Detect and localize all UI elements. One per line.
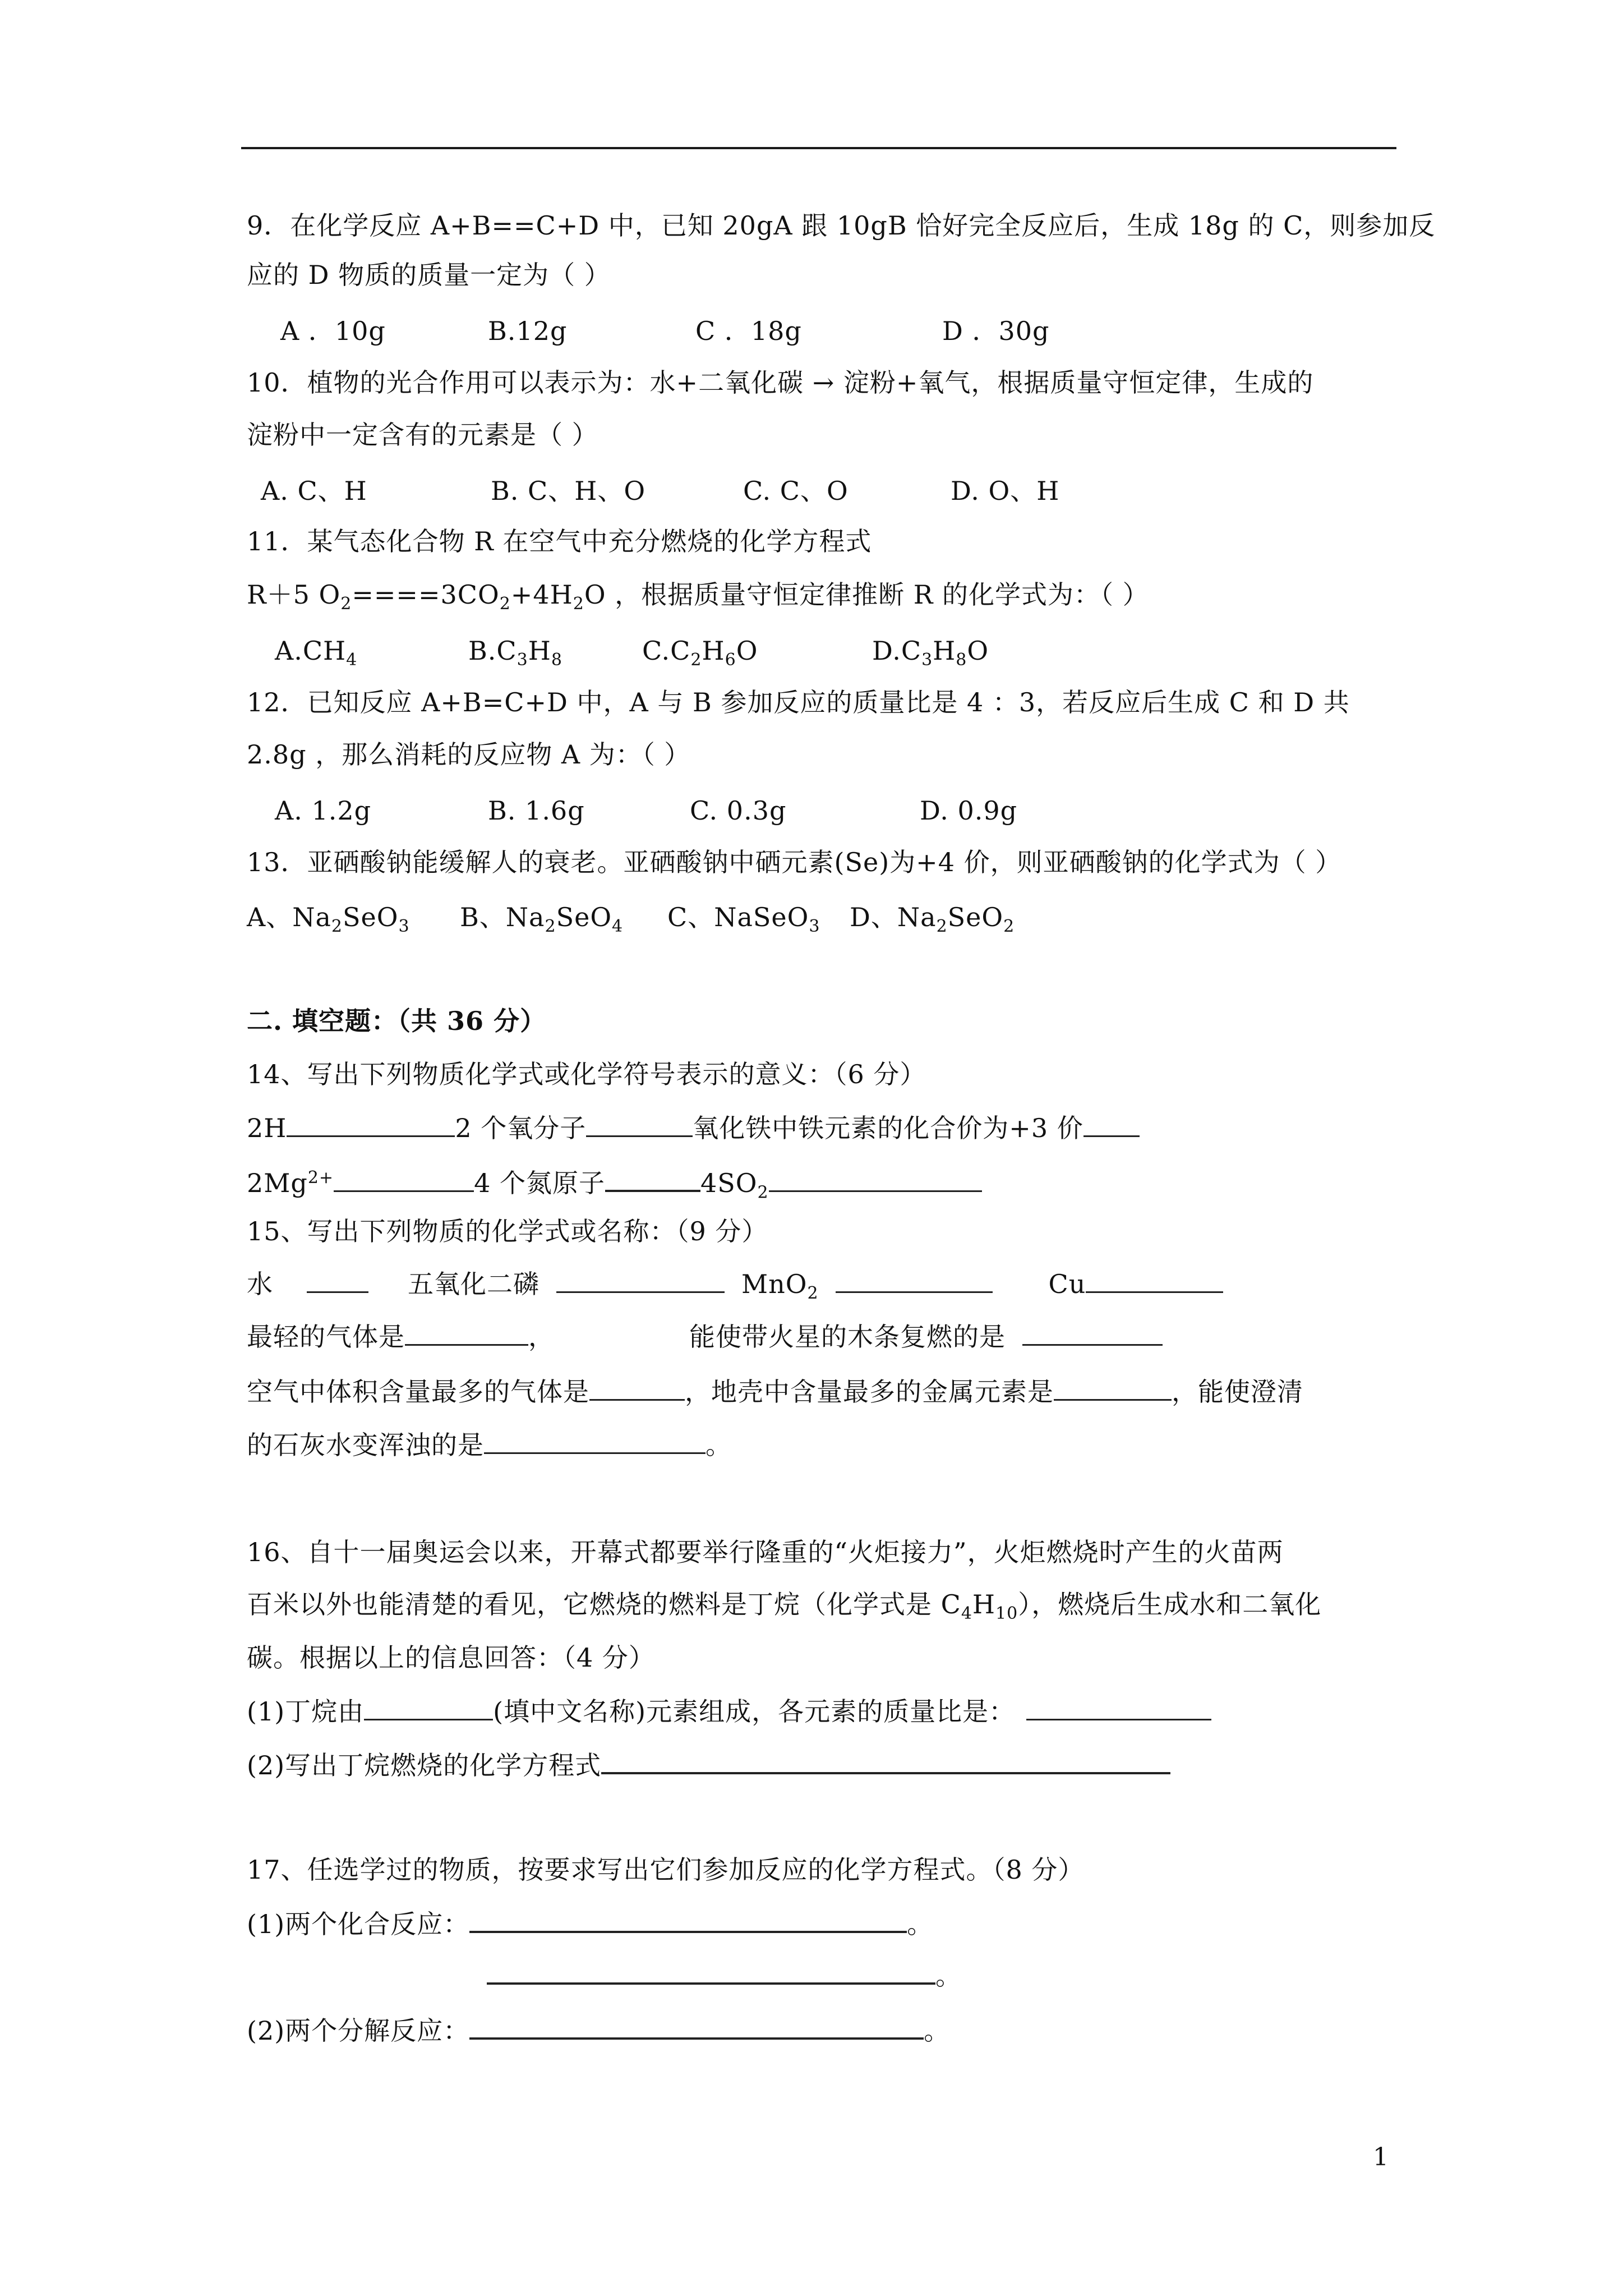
q11-eq-middle: ====3CO — [352, 579, 500, 610]
q10-option-c: C. C、O — [743, 476, 849, 506]
q15-r2c: 能使带火星的木条复燃的是 — [689, 1322, 1006, 1352]
q10-option-a: A. C、H — [261, 476, 367, 506]
q10-line1: 10．植物的光合作用可以表示为：水+二氧化碳 → 淀粉+氧气，根据质量守恒定律，生成的 — [247, 367, 1314, 398]
q14-r2a: 2Mg — [247, 1168, 308, 1199]
q17-part1 — [247, 1906, 933, 1941]
q16-p1b: (填中文名称)元素组成，各元素的质量比是： — [493, 1696, 1016, 1727]
q9-options — [280, 314, 1049, 348]
section2-title: 二. 填空题：（共 36 分） — [247, 1006, 547, 1036]
q17-blank-2[interactable] — [487, 1958, 935, 1985]
q15-row2 — [247, 1319, 1163, 1354]
q12-option-d: D. 0.9g — [920, 795, 1018, 826]
q16-part1 — [247, 1694, 1211, 1728]
q15-r4b: 。 — [706, 1430, 732, 1460]
q15-blank-7[interactable] — [589, 1374, 685, 1401]
q15-row1: 水 五氧化二磷 MnO$_2$ Cu — [247, 1267, 1223, 1310]
q13-options — [247, 900, 1015, 944]
q11-eq-mid2: +4H — [510, 579, 573, 610]
q15-line1: 15、写出下列物质的化学式或名称：（9 分） — [247, 1216, 768, 1246]
q11-options — [275, 634, 989, 677]
q15-blank-8[interactable] — [1054, 1374, 1172, 1401]
q15-blank-2[interactable] — [556, 1267, 725, 1293]
q11-line1: 11．某气态化合物 R 在空气中充分燃烧的化学方程式 — [247, 526, 872, 556]
q16-blank-2[interactable] — [1026, 1694, 1211, 1720]
q14-blank-1[interactable] — [287, 1111, 455, 1137]
q15-r3c: ，能使澄清 — [1172, 1377, 1303, 1407]
q11-option-a: $A.CH_4$ — [275, 636, 358, 670]
q9-option-d: D ．30g — [942, 316, 1050, 346]
q16-p1a: (1)丁烷由 — [247, 1696, 365, 1727]
q13-line1: 13．亚硒酸钠能缓解人的衰老。亚硒酸钠中硒元素(Se)为+4 价，则亚硒酸钠的化学式为（ ） — [247, 847, 1342, 877]
q16-line3: 碳。根据以上的信息回答：（4 分） — [247, 1642, 655, 1673]
q14-blank-6[interactable] — [769, 1166, 982, 1192]
q15-r1c: MnO — [741, 1269, 808, 1299]
q14-blank-4[interactable] — [334, 1166, 474, 1192]
q14-blank-2[interactable] — [586, 1111, 693, 1137]
q15-r1a: 水 — [247, 1269, 273, 1299]
q12-line1: 12．已知反应 A+B=C+D 中，A 与 B 参加反应的质量比是 4 ：3，若反应后生成 C 和 D 共 — [247, 687, 1350, 717]
q14-blank-5[interactable] — [605, 1165, 700, 1192]
q16-blank-3[interactable] — [601, 1747, 1170, 1774]
q17-end-3: 。 — [924, 2016, 951, 2046]
q14-r1c: 氧化铁中铁元素的化合价为+3 价 — [693, 1113, 1083, 1143]
q11-equation: R＋5 $O_2====3CO_2+4H_2O$ ，根据质量守恒定律推断 R 的化学式为：（ ） — [247, 578, 1149, 621]
q13-option-a: A、$Na_2SeO_3$ — [247, 902, 410, 937]
q11-option-d: $D.C_3H_8O$ — [872, 636, 989, 670]
q15-r1b: 五氧化二磷 — [408, 1269, 540, 1299]
q14-r2c: 4SO — [700, 1168, 758, 1199]
q11-eq-suffix: O ，根据质量守恒定律推断 R 的化学式为：（ ） — [584, 579, 1149, 610]
q14-r2b: 4 个氮原子 — [474, 1168, 605, 1199]
q15-blank-1[interactable] — [307, 1267, 368, 1293]
q12-line2: 2.8g ，那么消耗的反应物 A 为：（ ） — [247, 739, 691, 770]
q14-line1: 14、写出下列物质化学式或化学符号表示的意义：（6 分） — [247, 1059, 926, 1089]
q14-r1a: 2H — [247, 1113, 287, 1143]
q9-line1: 9．在化学反应 A+B==C+D 中，已知 20gA 跟 10gB 恰好完全反应后，生成 18g 的 C，则参加反 — [247, 210, 1436, 241]
header-rule — [241, 147, 1396, 149]
q17-part1b — [487, 1958, 962, 1993]
q15-blank-5[interactable] — [405, 1319, 528, 1346]
q12-option-b: B. 1.6g — [488, 795, 585, 826]
q16-line2c: ），燃烧后生成水和二氧化 — [1018, 1589, 1322, 1619]
q17-end-2: 。 — [935, 1961, 962, 1991]
q17-blank-1[interactable] — [469, 1906, 907, 1933]
q15-r4a: 的石灰水变浑浊的是 — [247, 1430, 484, 1460]
q14-blank-3[interactable] — [1083, 1111, 1140, 1137]
q16-blank-1[interactable] — [364, 1694, 493, 1720]
q15-blank-6[interactable] — [1022, 1319, 1163, 1346]
q10-options — [261, 474, 1059, 508]
q14-row2: $2Mg^{2+}$ 4 个氮原子 $4SO_2$ — [247, 1161, 982, 1210]
q16-line1: 16、自十一届奥运会以来，开幕式都要举行隆重的“火炬接力”，火炬燃烧时产生的火苗两 — [247, 1537, 1284, 1567]
q13-option-b: B、$Na_2SeO_4$ — [460, 902, 624, 937]
q15-row3 — [247, 1374, 1303, 1409]
q14-r1b: 2 个氧分子 — [455, 1113, 587, 1143]
q9-option-b: B.12g — [488, 316, 568, 346]
q12-option-c: C. 0.3g — [690, 795, 787, 826]
q17-end-1: 。 — [907, 1909, 934, 1939]
q12-option-a: A. 1.2g — [275, 795, 372, 826]
q15-blank-4[interactable] — [1086, 1267, 1223, 1293]
q16-line2: 百米以外也能清楚的看见，它燃烧的燃料是丁烷（化学式是 $C_4H_{10}$），燃烧后生成水和二氧化 — [247, 1588, 1321, 1631]
q16-line2a: 百米以外也能清楚的看见，它燃烧的燃料是丁烷（化学式是 C — [247, 1589, 961, 1619]
q9-line2: 应的 D 物质的质量一定为（ ） — [247, 260, 611, 290]
q16-line2b: H — [972, 1589, 996, 1619]
q17-p1: (1)两个化合反应： — [247, 1909, 470, 1939]
q10-option-b: B. C、H、O — [491, 476, 646, 506]
q13-option-d: D、$Na_2SeO_2$ — [850, 902, 1015, 937]
q16-p2a: (2)写出丁烷燃烧的化学方程式 — [247, 1750, 602, 1780]
q15-blank-3[interactable] — [836, 1267, 993, 1293]
q11-eq-prefix: R＋5 O — [247, 579, 341, 610]
q14-r2a-sup: 2+ — [307, 1168, 334, 1188]
q15-row4 — [247, 1428, 732, 1462]
q17-p2: (2)两个分解反应： — [247, 2016, 470, 2046]
q10-line2: 淀粉中一定含有的元素是（ ） — [247, 420, 598, 450]
q13-option-c: C、NaSeO$_3$ — [667, 902, 820, 937]
q11-option-c: $C.C_2H_6O$ — [642, 636, 758, 670]
q17-line1: 17、任选学过的物质，按要求写出它们参加反应的化学方程式。（8 分） — [247, 1855, 1085, 1885]
page-number: 1 — [1373, 2143, 1389, 2171]
q17-blank-3[interactable] — [469, 2013, 924, 2040]
q15-r3a: 空气中体积含量最多的气体是 — [247, 1377, 589, 1407]
q16-part2 — [247, 1747, 1170, 1782]
q10-option-d: D. O、H — [951, 476, 1060, 506]
q12-options — [275, 794, 1017, 827]
q14-row1 — [247, 1111, 1140, 1145]
q15-r3b: ，地壳中含量最多的金属元素是 — [685, 1377, 1054, 1407]
q9-option-a: A ．10g — [280, 316, 386, 346]
q15-r1d: Cu — [1048, 1269, 1086, 1299]
q9-option-c: C ．18g — [695, 316, 802, 346]
q15-r2a: 最轻的气体是 — [247, 1322, 405, 1352]
q11-option-b: $B.C_3H_8$ — [468, 636, 562, 670]
q17-part2 — [247, 2013, 950, 2047]
q15-blank-9[interactable] — [484, 1428, 706, 1454]
q15-r2b: ， — [528, 1322, 555, 1352]
